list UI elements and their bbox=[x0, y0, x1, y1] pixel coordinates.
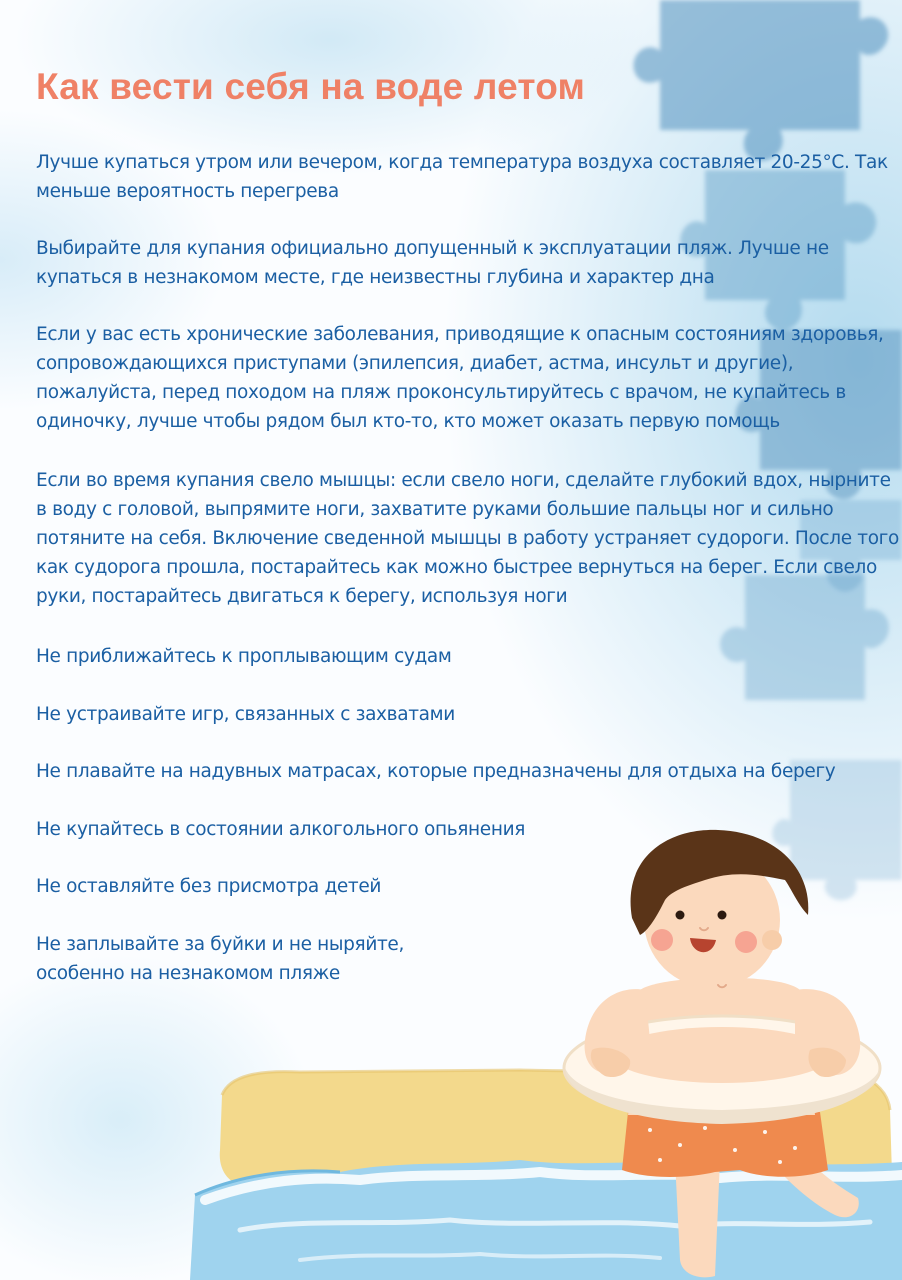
text-line: потяните на себя. Включение сведенной мышцы в работу устраняет судороги. После того bbox=[36, 528, 900, 549]
text-line: Не купайтесь в состоянии алкогольного опьянения bbox=[36, 819, 526, 840]
text-line: Лучше купаться утром или вечером, когда температура воздуха составляет 20-25°С. Так bbox=[36, 152, 888, 173]
text-line: Не приближайтесь к проплывающим судам bbox=[36, 646, 452, 667]
text-line: Если у вас есть хронические заболевания, приводящие к опасным состояниям здоровья, bbox=[36, 324, 884, 345]
text-line: меньше вероятность перегрева bbox=[36, 181, 339, 202]
text-line: особенно на незнакомом пляже bbox=[36, 963, 340, 984]
tip-paragraph-1 bbox=[36, 148, 888, 206]
tip-paragraph-9 bbox=[36, 872, 856, 901]
text-line: Не плавайте на надувных матрасах, которые предназначены для отдыха на берегу bbox=[36, 761, 836, 782]
text-line: Выбирайте для купания официально допущенный к эксплуатации пляж. Лучше не bbox=[36, 238, 829, 259]
tip-paragraph-6 bbox=[36, 700, 856, 729]
tip-paragraph-5 bbox=[36, 642, 856, 671]
text-line: Не заплывайте за буйки и не ныряйте, bbox=[36, 934, 404, 955]
text-line: сопровождающихся приступами (эпилепсия, диабет, астма, инсульт и другие), bbox=[36, 353, 794, 374]
tip-paragraph-3 bbox=[36, 320, 884, 436]
text-line: пожалуйста, перед походом на пляж проконсультируйтесь с врачом, не купайтесь в bbox=[36, 382, 846, 403]
page-title: Как вести себя на воде летом bbox=[36, 66, 586, 107]
tip-paragraph-8 bbox=[36, 815, 856, 844]
text-line: Если во время купания свело мышцы: если свело ноги, сделайте глубокий вдох, нырните bbox=[36, 470, 891, 491]
text-line: как судорога прошла, постарайтесь как можно быстрее вернуться на берег. Если свело bbox=[36, 557, 877, 578]
tip-paragraph-10 bbox=[36, 930, 856, 988]
text-line: Не устраивайте игр, связанных с захватами bbox=[36, 704, 455, 725]
text-line: купаться в незнакомом месте, где неизвестны глубина и характер дна bbox=[36, 267, 715, 288]
text-line: руки, постарайтесь двигаться к берегу, используя ноги bbox=[36, 586, 568, 607]
text-line: в воду с головой, выпрямите ноги, захватите руками большие пальцы ног и сильно bbox=[36, 499, 834, 520]
tip-paragraph-2 bbox=[36, 234, 856, 292]
tip-paragraph-4 bbox=[36, 466, 900, 611]
text-line: одиночку, лучше чтобы рядом был кто-то, кто может оказать первую помощь bbox=[36, 411, 780, 432]
text-line: Не оставляйте без присмотра детей bbox=[36, 876, 382, 897]
tip-paragraph-7 bbox=[36, 757, 856, 786]
